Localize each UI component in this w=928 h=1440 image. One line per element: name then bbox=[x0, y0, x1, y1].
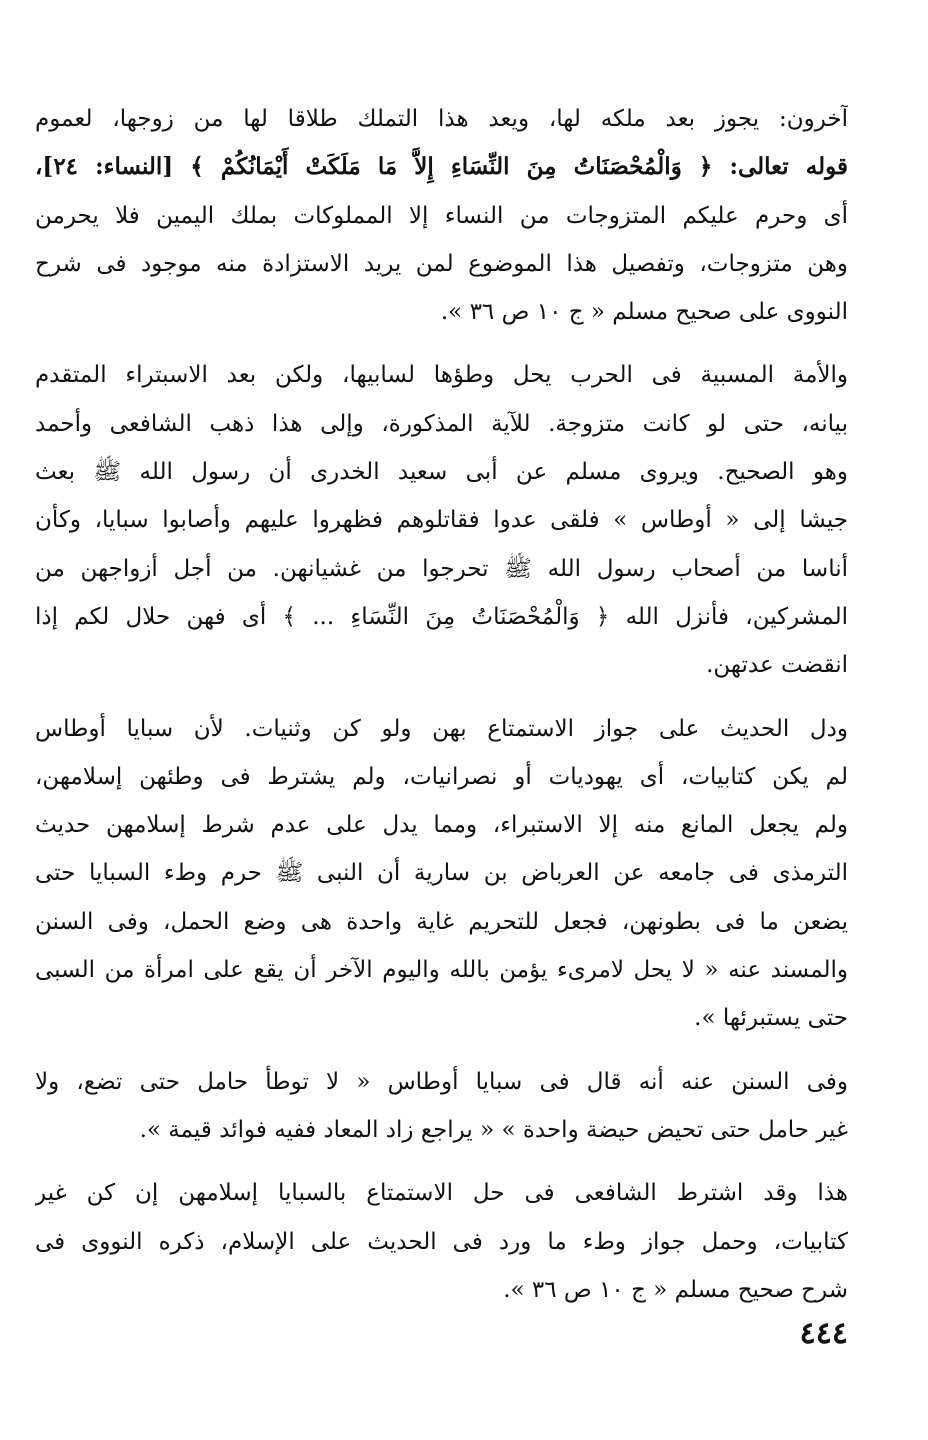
text-line: ودل الحديث على جواز الاستمتاع بهن ولو كن وثنيات. لأن سبايا أوطاس bbox=[35, 715, 848, 742]
text-line: كتابيات، وحمل جواز وطء ما ورد فى الحديث على الإسلام، ذكره النووى فى bbox=[35, 1228, 848, 1255]
text-line: النووى على صحيح مسلم « ج ١٠ ص ٣٦ ». bbox=[440, 299, 848, 326]
text-line: بيانه، حتى لو كانت متزوجة. للآية المذكورة، وإلى هذا ذهب الشافعى وأحمد bbox=[35, 410, 848, 437]
text-line: وهن متزوجات، وتفصيل هذا الموضوع لمن يريد الاستزادة منه موجود فى شرح bbox=[35, 250, 848, 277]
text-line: آخرون: يجوز بعد ملكه لها، ويعد هذا التملك طلاقا لها من زوجها، لعموم bbox=[35, 106, 848, 132]
paragraph-1 bbox=[35, 95, 848, 336]
text-line: والمسند عنه « لا يحل لامرىء يؤمن بالله واليوم الآخر أن يقع على امرأة من السبى bbox=[35, 957, 848, 984]
text-line: وهو الصحيح. ويروى مسلم عن أبى سعيد الخدرى أن رسول الله ﷺ بعث bbox=[35, 459, 848, 486]
text-line: يضعن ما فى بطونهن، فجعل للتحريم غاية واحدة هى وضع الحمل، وفى السنن bbox=[35, 908, 848, 935]
page-number: ٤٤٤ bbox=[799, 1316, 848, 1351]
text-line: الترمذى فى جامعه عن العرباض بن سارية أن النبى ﷺ حرم وطء السبايا حتى bbox=[35, 860, 848, 887]
text-line-quran-verse: المشركين، فأنزل الله ﴿ وَالْمُحْصَنَاتُ مِنَ النِّسَاءِ ... ﴾ أى فهن حلال لكم إذا bbox=[35, 603, 848, 630]
paragraph-2 bbox=[35, 351, 848, 689]
text-line: والأمة المسبية فى الحرب يحل وطؤها لسابيها، ولكن بعد الاسبتراء المتقدم bbox=[35, 362, 848, 389]
text-line: هذا وقد اشترط الشافعى فى حل الاستمتاع بالسبايا إسلامهن إن كن غير bbox=[35, 1180, 848, 1207]
paragraph-5 bbox=[35, 1169, 848, 1314]
text-line: شرح صحيح مسلم « ج ١٠ ص ٣٦ ». bbox=[503, 1276, 848, 1303]
text-line-quran-verse: قوله تعالى: ﴿ وَالْمُحْصَنَاتُ مِنَ النِّسَاءِ إِلاَّ مَا مَلَكَتْ أَيْمَانُكُمْ ﴾ [النساء: ٢٤]، bbox=[35, 153, 848, 181]
text-line: حتى يستبرئها ». bbox=[694, 1005, 848, 1032]
text-line: غير حامل حتى تحيض حيضة واحدة » « يراجع زاد المعاد ففيه فوائد قيمة ». bbox=[139, 1116, 848, 1143]
text-line: أى وحرم عليكم المتزوجات من النساء إلا المملوكات بملك اليمين فلا يحرمن bbox=[35, 202, 848, 229]
paragraph-4 bbox=[35, 1058, 848, 1155]
text-line: انقضت عدتهن. bbox=[706, 652, 848, 679]
text-line: أناسا من أصحاب رسول الله ﷺ تحرجوا من غشيانهن. من أجل أزواجهن من bbox=[35, 555, 848, 582]
text-line: جيشا إلى « أوطاس » فلقى عدوا فقاتلوهم فظهروا عليهم وأصابوا سبايا، وكأن bbox=[35, 507, 848, 534]
text-line: لم يكن كتابيات، أى يهوديات أو نصرانيات، ولم يشترط فى وطئهن إسلامهن، bbox=[35, 763, 848, 790]
document-body bbox=[35, 95, 848, 1329]
text-line: وفى السنن عنه أنه قال فى سبايا أوطاس « لا توطأ حامل حتى تضع، ولا bbox=[35, 1068, 848, 1095]
paragraph-3 bbox=[35, 705, 848, 1043]
text-line: ولم يجعل المانع منه إلا الاستبراء، ومما يدل على عدم شرط إسلامهن حديث bbox=[35, 812, 848, 839]
